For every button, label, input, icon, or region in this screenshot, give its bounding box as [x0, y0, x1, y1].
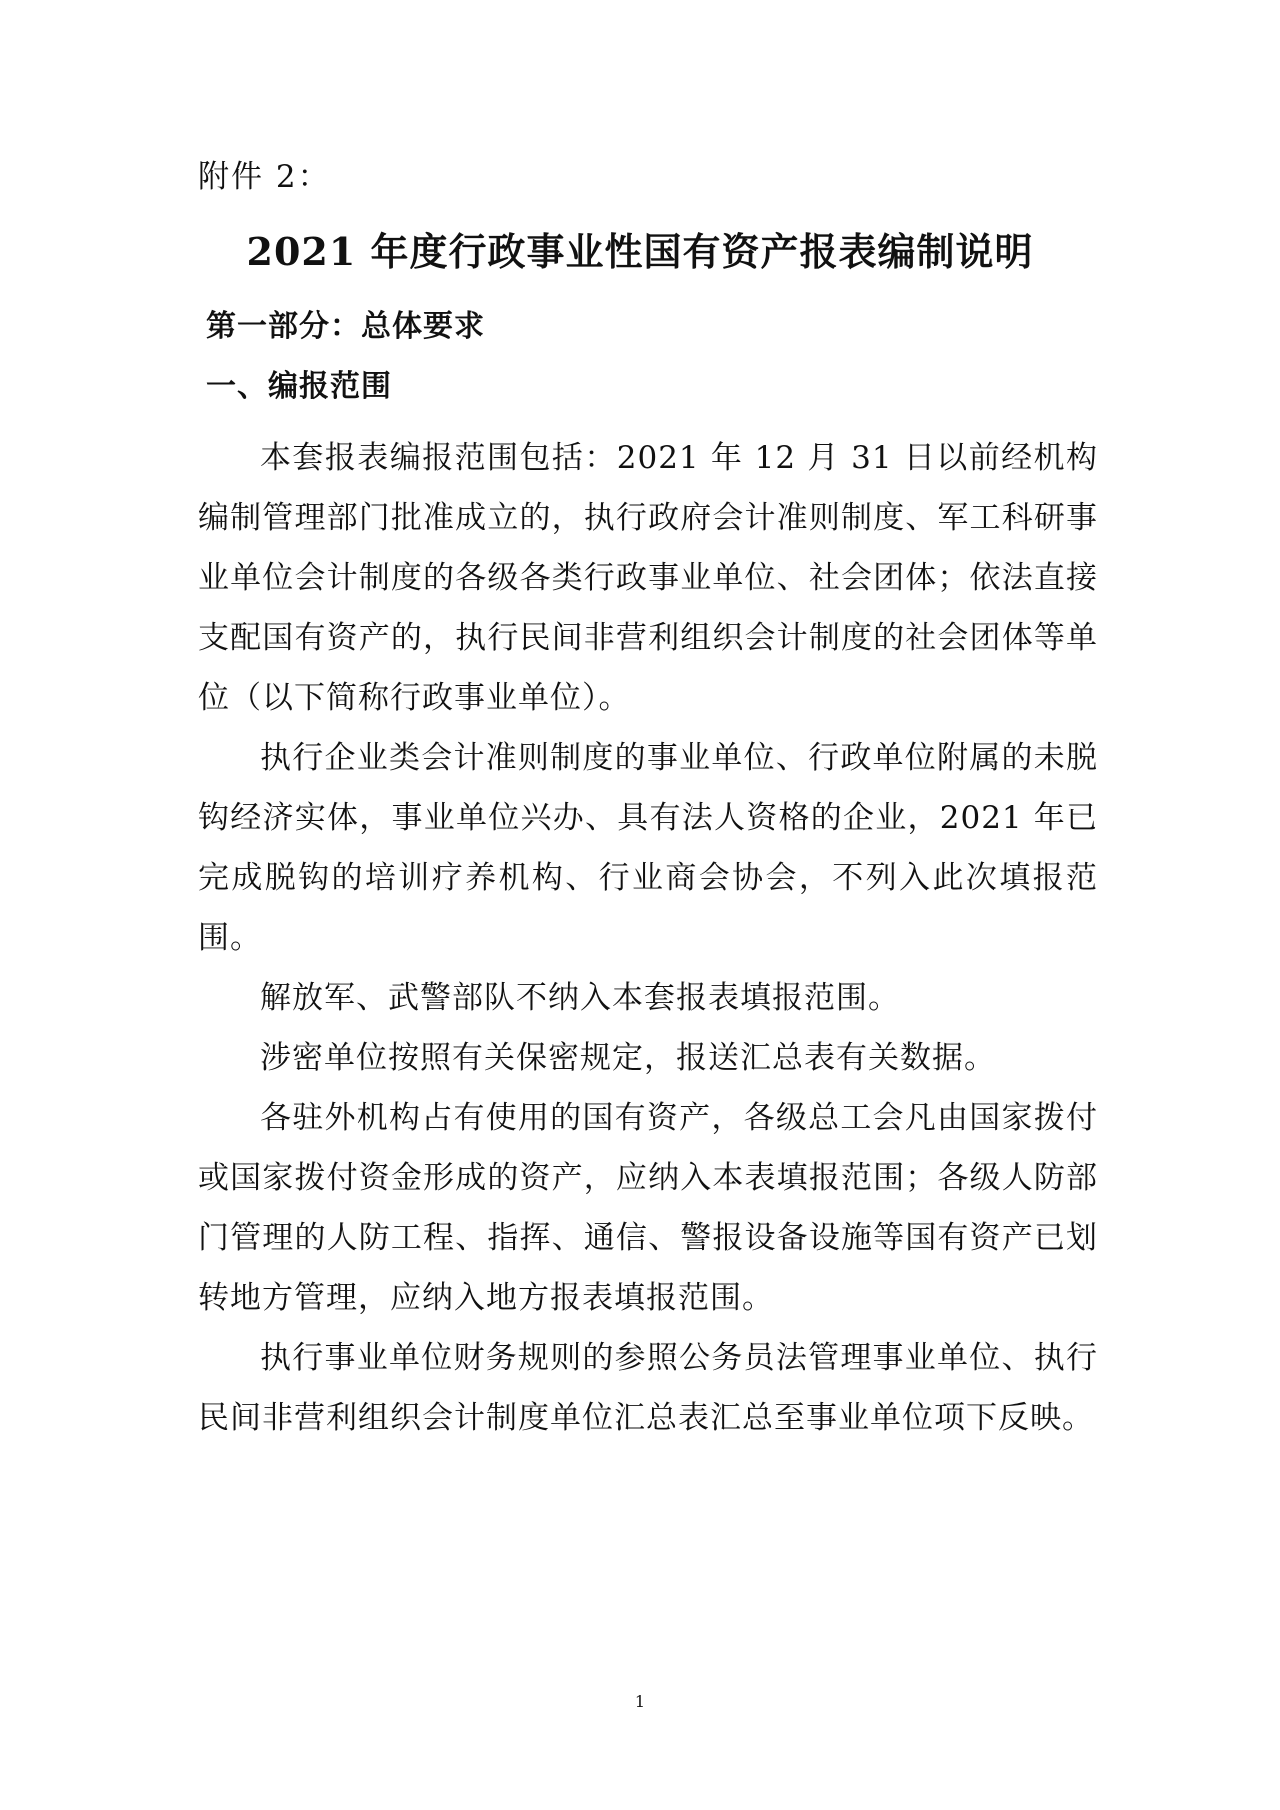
- section-heading: 一、编报范围: [206, 369, 392, 404]
- document-title: 2021 年度行政事业性国有资产报表编制说明: [246, 229, 1034, 274]
- attachment-label: 附件 2：: [198, 159, 331, 195]
- paragraph-overseas: 各驻外机构占有使用的国有资产，各级总工会凡由国家拨付或国家拨付资金形成的资产，应纳入本表填报范围；各级人防部门管理的人防工程、指挥、通信、警报设备设施等国有资产已划转地方管理，应纳入地方报表填报范围。: [198, 1100, 1098, 1316]
- paragraph-classified: 涉密单位按照有关保密规定，报送汇总表有关数据。: [260, 1040, 996, 1076]
- document-body: [198, 428, 1098, 1448]
- paragraph-scope: 本套报表编报范围包括：2021 年 12 月 31 日以前经机构编制管理部门批准成立的，执行政府会计准则制度、军工科研事业单位会计制度的各级各类行政事业单位、社会团体；依法直接支配国有资产的，执行民间非营利组织会计制度的社会团体等单位（以下简称行政事业单位）。: [198, 440, 1098, 716]
- part-heading: 第一部分：总体要求: [206, 309, 485, 344]
- paragraph-military: 解放军、武警部队不纳入本套报表填报范围。: [260, 980, 900, 1016]
- paragraph-exclusions: 执行企业类会计准则制度的事业单位、行政单位附属的未脱钩经济实体，事业单位兴办、具有法人资格的企业，2021 年已完成脱钩的培训疗养机构、行业商会协会，不列入此次填报范围。: [198, 740, 1098, 956]
- page-number: 1: [634, 1692, 646, 1711]
- paragraph-summary: 执行事业单位财务规则的参照公务员法管理事业单位、执行民间非营利组织会计制度单位汇总表汇总至事业单位项下反映。: [198, 1340, 1098, 1436]
